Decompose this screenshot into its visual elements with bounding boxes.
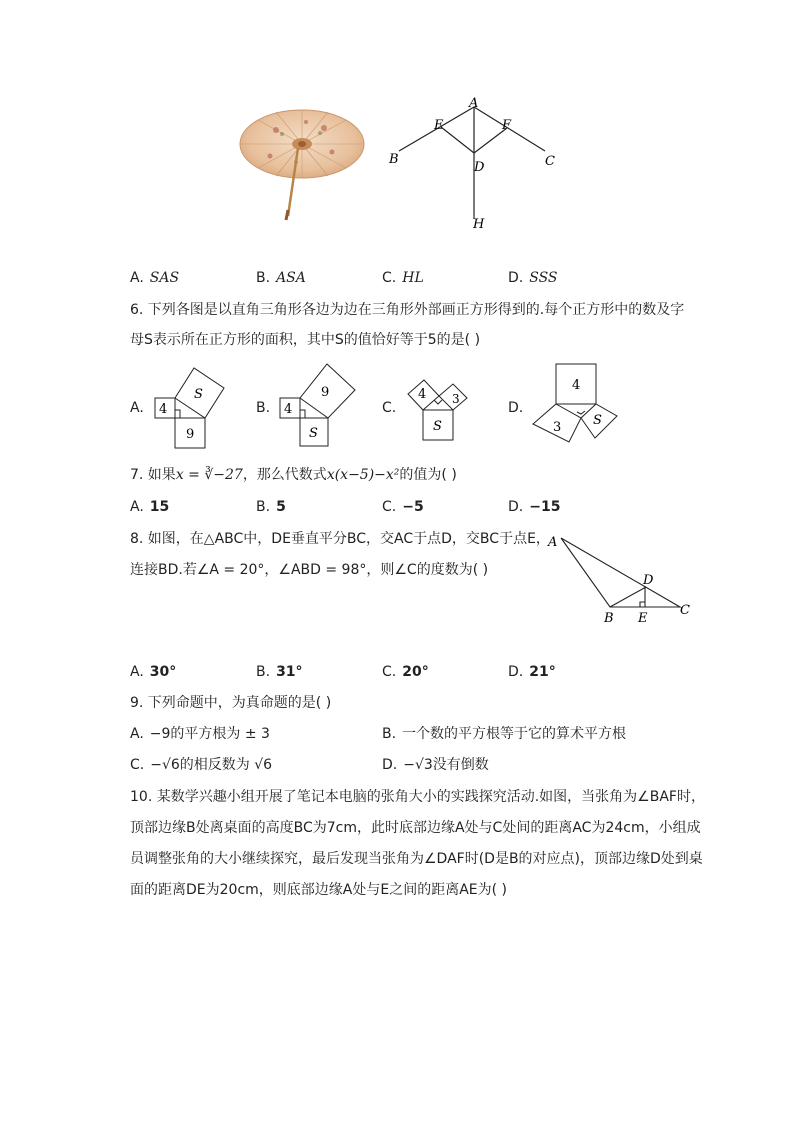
q6a-num-3: 9 xyxy=(186,427,195,442)
q9-option-a[interactable]: A. −9的平方根为 ± 3 xyxy=(130,726,270,742)
q6a-num-1: 4 xyxy=(159,402,168,417)
q6-option-c-label[interactable]: C. xyxy=(382,400,397,416)
label-A: A xyxy=(469,96,479,111)
q9-option-b[interactable]: B. 一个数的平方根等于它的算术平方根 xyxy=(382,726,627,742)
q8-label-D: D xyxy=(643,573,654,588)
q8-stem-line1: 8. 如图，在△ABC中，DE垂直平分BC，交AC于点D，交BC于点E， xyxy=(130,531,550,547)
label-E: E xyxy=(434,118,444,133)
q5-option-a[interactable]: A. SAS xyxy=(130,270,180,286)
q7-option-c[interactable]: C. −5 xyxy=(382,499,424,515)
q7-stem: 7. 如果x = ∛−27，那么代数式x(x−5)−x²的值为( ) xyxy=(130,467,457,483)
q6c-num-3: S xyxy=(433,419,442,434)
q5-option-b[interactable]: B. ASA xyxy=(256,270,306,286)
q6c-num-2: 3 xyxy=(452,392,460,406)
q6b-num-1: 4 xyxy=(284,402,293,417)
label-D: D xyxy=(474,160,485,175)
q9-option-d[interactable]: D. −√3没有倒数 xyxy=(382,757,489,773)
q6b-num-2: 9 xyxy=(321,385,330,400)
q10-stem-line2: 顶部边缘B处离桌面的高度BC为7cm，此时底部边缘A处与C处间的距离AC为24cm，小组成 xyxy=(130,820,701,836)
label-C: C xyxy=(545,154,555,169)
q8-option-c[interactable]: C. 20° xyxy=(382,664,429,680)
q8-stem-line2: 连接BD.若∠A = 20°，∠ABD = 98°，则∠C的度数为( ) xyxy=(130,562,489,578)
label-H: H xyxy=(473,217,485,232)
q5-option-c[interactable]: C. HL xyxy=(382,270,424,286)
q6-figure-a[interactable] xyxy=(150,362,230,452)
q6d-num-1: 4 xyxy=(572,378,581,393)
q6-figure-b[interactable] xyxy=(275,358,365,453)
q10-stem-line4: 面的距离DE为20cm，则底部边缘A处与E之间的距离AE为( ) xyxy=(130,882,507,898)
q6d-num-3: S xyxy=(593,413,602,428)
q10-stem-line1: 10. 某数学兴趣小组开展了笔记本电脑的张角大小的实践探究活动.如图，当张角为∠BAF时， xyxy=(130,789,705,805)
q6-option-d-label[interactable]: D. xyxy=(508,400,524,416)
q6c-num-1: 4 xyxy=(418,387,427,402)
q8-option-d[interactable]: D. 21° xyxy=(508,664,556,680)
q8-label-B: B xyxy=(604,611,614,625)
q7-option-b[interactable]: B. 5 xyxy=(256,499,286,515)
q7-option-a[interactable]: A. 15 xyxy=(130,499,170,515)
q6-stem-line2: 母S表示所在正方形的面积，其中S的值恰好等于5的是( ) xyxy=(130,332,481,348)
q8-triangle-diagram xyxy=(545,530,695,625)
q6-stem-line1: 6. 下列各图是以直角三角形各边为边在三角形外部画正方形得到的.每个正方形中的数及字 xyxy=(130,302,685,318)
q8-label-C: C xyxy=(680,603,690,618)
label-F: F xyxy=(502,118,512,133)
q8-label-A: A xyxy=(548,535,558,550)
label-B: B xyxy=(389,152,399,167)
q5-geometry-diagram xyxy=(385,95,560,235)
q9-option-c[interactable]: C. −√6的相反数为 √6 xyxy=(130,757,273,773)
q6d-num-2: 3 xyxy=(553,420,562,435)
q6-option-a-label[interactable]: A. xyxy=(130,400,144,416)
q6a-num-2: S xyxy=(194,387,203,402)
q5-option-d[interactable]: D. SSS xyxy=(508,270,558,286)
q6b-num-3: S xyxy=(309,426,318,441)
q6-figure-d[interactable] xyxy=(525,358,625,448)
q6-figure-c[interactable] xyxy=(400,372,480,444)
q8-option-a[interactable]: A. 30° xyxy=(130,664,177,680)
q9-stem: 9. 下列命题中，为真命题的是( ) xyxy=(130,695,332,711)
umbrella-photo xyxy=(236,100,368,225)
q7-option-d[interactable]: D. −15 xyxy=(508,499,561,515)
q6-option-b-label[interactable]: B. xyxy=(256,400,271,416)
q8-option-b[interactable]: B. 31° xyxy=(256,664,303,680)
q8-label-E: E xyxy=(638,611,648,625)
q10-stem-line3: 员调整张角的大小继续探究，最后发现当张角为∠DAF时(D是B的对应点)，顶部边缘D处到桌 xyxy=(130,851,703,867)
